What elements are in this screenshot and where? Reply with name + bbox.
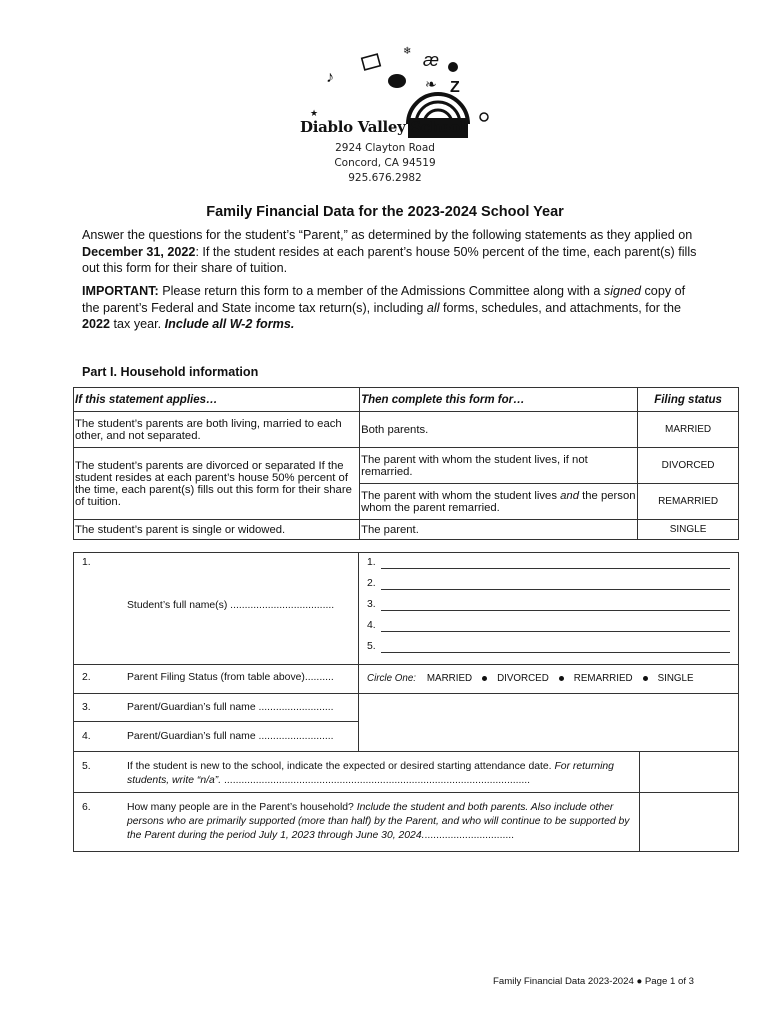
student-name-line-3-label: 3. [367, 599, 376, 610]
row2a-status: DIVORCED [638, 448, 739, 484]
letter-z-icon: Z [450, 79, 460, 96]
household-size-field[interactable] [639, 792, 739, 852]
q1-number: 1. [82, 557, 91, 568]
option-single[interactable]: SINGLE [657, 673, 694, 684]
table-header-row [74, 388, 739, 412]
row2a-complete-for: The parent with whom the student lives, if not remarried. [360, 448, 638, 484]
student-name-line-5-label: 5. [367, 641, 376, 652]
option-divorced[interactable]: DIVORCED [497, 673, 549, 684]
part1-heading: Part I. Household information [82, 365, 259, 379]
q3-number: 3. [82, 702, 91, 713]
q2-number: 2. [82, 672, 91, 683]
page-title: Family Financial Data for the 2023-2024 School Year [206, 204, 564, 220]
table-row [74, 448, 739, 484]
important-paragraph: IMPORTANT: Please return this form to a member of the Admissions Committee along with a signed copy of the parent’s Federal and State income tax return(s), including all forms, schedules, and attachments, for the 2022 tax year. Include all W-2 forms. [82, 284, 686, 331]
household-table [73, 387, 739, 540]
student-name-field-4[interactable] [381, 631, 730, 632]
leaf-icon: ❧ [425, 76, 437, 92]
student-name-field-2[interactable] [381, 589, 730, 590]
page-footer: Family Financial Data 2023-2024 ● Page 1 of 3 [493, 976, 694, 987]
q4-label: Parent/Guardian’s full name .......................... [127, 731, 334, 742]
book-icon [362, 54, 381, 70]
q6-number: 6. [82, 802, 91, 813]
q5-text: If the student is new to the school, indicate the expected or desired starting attendance date. For returning students, write “n/a”. .......................................................................................................... [127, 761, 614, 786]
circle-one-label: Circle One: [367, 673, 416, 684]
music-note-icon: ♪ [326, 69, 334, 86]
student-name-field-5[interactable] [381, 652, 730, 653]
apple-icon [448, 62, 458, 72]
header-filing-status: Filing status [638, 388, 739, 412]
student-name-line-4-label: 4. [367, 620, 376, 631]
row2-statement: The student’s parents are divorced or separated If the student resides at each parent’s house 50% percent of the time, each parent(s) fills out this form for their share of tuition. [74, 448, 360, 520]
row1-status: MARRIED [638, 412, 739, 448]
bullet-icon [643, 676, 648, 681]
row1-statement: The student’s parents are both living, married to each other, and not separated. [74, 412, 360, 448]
row3-complete-for: The parent. [360, 520, 638, 540]
phone-number: 925.676.2982 [348, 172, 422, 184]
q2-label: Parent Filing Status (from table above).......... [127, 672, 334, 683]
row1-complete-for: Both parents. [360, 412, 638, 448]
table-row [74, 412, 739, 448]
header-complete-for: Then complete this form for… [360, 388, 638, 412]
student-name-field-3[interactable] [381, 610, 730, 611]
q5-number: 5. [82, 761, 91, 772]
snowflake-icon: ❄ [403, 46, 412, 57]
student-name-field-1[interactable] [381, 568, 730, 569]
row3-statement: The student’s parent is single or widowed. [74, 520, 360, 540]
start-date-field[interactable] [639, 751, 739, 793]
q6-text: How many people are in the Parent’s household? Include the student and both parents. Also include other persons who are primarily supported (more than half) by the Parent, and who will continue to be supported by the Parent during the period July 1, 2023 through June 30, 2024................................ [127, 802, 630, 841]
header-statement: If this statement applies… [74, 388, 360, 412]
row3-status: SINGLE [638, 520, 739, 540]
filing-status-options [367, 673, 694, 684]
q3-label: Parent/Guardian’s full name .......................... [127, 702, 334, 713]
bullet-icon [559, 676, 564, 681]
palette-icon [388, 74, 406, 88]
school-logo [290, 40, 500, 140]
student-name-line-2-label: 2. [367, 578, 376, 589]
intro-paragraph: Answer the questions for the student’s “Parent,” as determined by the following statements as they applied on December 31, 2022: If the student resides at each parent’s house 50% percent of the time, each parent(s) fills out this form for their share of tuition. [82, 228, 697, 275]
table-row [74, 520, 739, 540]
star-icon: ★ [310, 108, 319, 118]
q4-number: 4. [82, 731, 91, 742]
option-remarried[interactable]: REMARRIED [573, 673, 633, 684]
row2b-status: REMARRIED [638, 484, 739, 520]
logo-text: Diablo Valley School [300, 118, 466, 136]
sun-icon [480, 113, 488, 121]
letter-icon: æ [423, 50, 440, 70]
bullet-icon [482, 676, 487, 681]
option-married[interactable]: MARRIED [426, 673, 473, 684]
row2b-complete-for: The parent with whom the student lives and the person whom the parent remarried. [360, 484, 638, 520]
parent-guardian-2-field[interactable] [360, 722, 738, 751]
parent-guardian-1-field[interactable] [360, 694, 738, 721]
student-name-line-1-label: 1. [367, 557, 376, 568]
q1-label: Student’s full name(s) .................................... [127, 600, 335, 611]
address-line1: 2924 Clayton Road [335, 142, 435, 154]
address-line2: Concord, CA 94519 [334, 157, 436, 169]
